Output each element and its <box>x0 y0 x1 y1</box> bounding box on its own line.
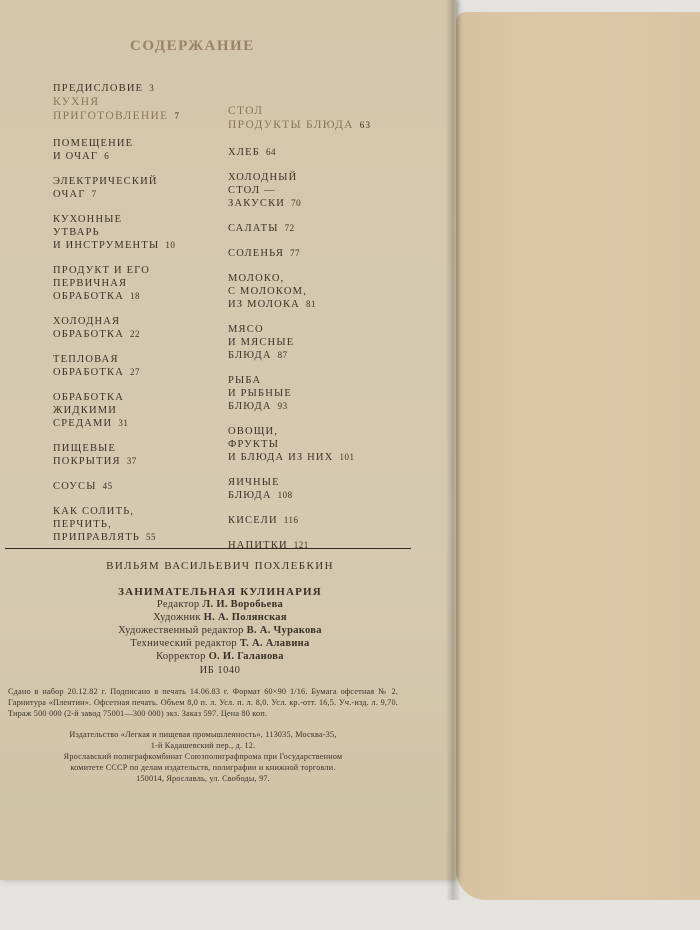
toc-entry-line: СОЛЕНЬЯ 77 <box>228 248 301 259</box>
page-number: 6 <box>104 151 110 161</box>
credit-line <box>0 598 440 611</box>
toc-entry-line: РЫБА <box>228 375 262 386</box>
toc-entry-line: ИЗ МОЛОКА 81 <box>228 299 316 310</box>
toc-entry-line: БЛЮДА 108 <box>228 490 293 501</box>
page-number: 93 <box>277 401 288 411</box>
toc-entry-line: САЛАТЫ 72 <box>228 223 295 234</box>
printer-line: Ярославский полиграфкомбинат Союзполиграфпрома при Государственном <box>63 752 343 761</box>
page-number: 81 <box>305 299 316 309</box>
toc-entry-line: ФРУКТЫ <box>228 439 280 450</box>
toc-entry <box>228 476 438 502</box>
publisher-info <box>0 729 440 751</box>
toc-entry-line: ЭЛЕКТРИЧЕСКИЙ <box>53 176 158 187</box>
toc-entry-line: ПОМЕЩЕНИЕ <box>53 138 134 149</box>
toc-entry-line: И МЯСНЫЕ <box>228 337 295 348</box>
toc-entry-line: ОВОЩИ, <box>228 426 279 437</box>
imprint-block <box>0 556 440 784</box>
printer-line: 150014, Ярославль, ул. Свободы, 97. <box>136 774 270 783</box>
page-number: 101 <box>339 452 355 462</box>
page-number: 64 <box>265 147 276 157</box>
toc-section-line: ПРОДУКТЫ БЛЮДА 63 <box>228 119 372 131</box>
toc-entry-line: И БЛЮДА ИЗ НИХ 101 <box>228 452 355 463</box>
toc-entry-line: УТВАРЬ <box>53 227 100 238</box>
credit-role: Технический редактор <box>130 638 240 649</box>
toc-entry-line: ПРЕДИСЛОВИЕ 3 <box>53 83 155 94</box>
page-number: 18 <box>130 291 141 301</box>
book-gutter <box>446 0 460 900</box>
toc-entry <box>53 264 243 303</box>
toc-entry <box>228 514 438 527</box>
toc-entry <box>53 315 243 341</box>
divider-rule <box>5 548 411 549</box>
print-details: Сдано в набор 20.12.82 г. Подписано в печать 14.06.83 г. Формат 60×90 1/16. Бумага офсетная № 2. Гарнитура «Плентин». Офсетная печать. Объем 8,0 п. л. Усл. п. л. 8,0. Усл. кр.-отт. 16,5. Уч.-изд. л. 9,70. Тираж 500 000 (2-й завод 75001—300 000) экз. Заказ 597. Цена 80 коп. <box>8 687 398 718</box>
toc-entry-line: ОБРАБОТКА 18 <box>53 291 141 302</box>
page-number: 72 <box>284 223 295 233</box>
page-number: 45 <box>102 481 113 491</box>
toc-entry-line: СРЕДАМИ 31 <box>53 418 129 429</box>
toc-entry-line: ОБРАБОТКА <box>53 392 125 403</box>
credit-role: Художник <box>153 612 204 623</box>
toc-entry-line: ТЕПЛОВАЯ <box>53 354 119 365</box>
ib-number: ИБ 1040 <box>199 665 241 676</box>
printer-info <box>0 751 440 784</box>
toc-entry-line: СОУСЫ 45 <box>53 481 113 492</box>
toc-entry-line: БЛЮДА 93 <box>228 401 288 412</box>
toc-entry-line: ЗАКУСКИ 70 <box>228 198 302 209</box>
toc-entry-line: СТОЛ — <box>228 185 276 196</box>
toc-entry <box>53 480 243 493</box>
toc-entry-line: ПРОДУКТ И ЕГО <box>53 265 150 276</box>
toc-entry <box>228 425 438 464</box>
toc-entry <box>228 323 438 362</box>
toc-entry-line: И ИНСТРУМЕНТЫ 10 <box>53 240 176 251</box>
toc-entry-line: КАК СОЛИТЬ, <box>53 506 135 517</box>
book-title: ЗАНИМАТЕЛЬНАЯ КУЛИНАРИЯ <box>118 586 322 598</box>
toc-entry <box>53 213 243 252</box>
toc-entry <box>53 82 243 95</box>
toc-entry-line: ХОЛОДНАЯ <box>53 316 121 327</box>
toc-entry-line: И ОЧАГ 6 <box>53 151 110 162</box>
credit-line <box>0 637 440 650</box>
toc-entry-line: ОБРАБОТКА 27 <box>53 367 141 378</box>
credits-list <box>0 598 440 663</box>
toc-entry-line: ПИЩЕВЫЕ <box>53 443 117 454</box>
page-number: 7 <box>174 111 181 121</box>
page-number: 121 <box>293 540 309 550</box>
credit-role: Корректор <box>156 651 209 662</box>
credit-name: Н. А. Полянская <box>203 612 287 623</box>
page-number: 55 <box>146 532 157 542</box>
page-number: 31 <box>118 418 129 428</box>
page-number: 87 <box>277 350 288 360</box>
toc-entry-line: КУХОННЫЕ <box>53 214 123 225</box>
toc-entry-line: ПРИПРАВЛЯТЬ 55 <box>53 532 157 543</box>
toc-section-line: ПРИГОТОВЛЕНИЕ 7 <box>53 110 181 122</box>
toc-heading: СОДЕРЖАНИЕ <box>130 38 255 54</box>
right-page <box>456 12 700 900</box>
toc-entry-line: МЯСО <box>228 324 264 335</box>
toc-entry <box>228 171 438 210</box>
printer-line: комитете СССР по делам издательств, полиграфии и книжной торговли. <box>70 763 336 772</box>
toc-entry-line: ЯИЧНЫЕ <box>228 477 280 488</box>
toc-entry-line: КИСЕЛИ 116 <box>228 515 299 526</box>
page-number: 70 <box>291 198 302 208</box>
toc-entry-line: С МОЛОКОМ, <box>228 286 308 297</box>
toc-entry <box>228 374 438 413</box>
toc-entry-line: И РЫБНЫЕ <box>228 388 292 399</box>
toc-entry-line: ХОЛОДНЫЙ <box>228 172 298 183</box>
credit-line <box>0 611 440 624</box>
page-number: 3 <box>149 83 155 93</box>
page-number: 10 <box>165 240 176 250</box>
toc-entry <box>53 505 243 544</box>
toc-entry <box>53 175 243 201</box>
toc-entry <box>228 272 438 311</box>
publisher-line: 1-й Кадашевский пер., д. 12. <box>150 741 256 750</box>
credit-name: Т. А. Алавина <box>239 638 310 649</box>
toc-entry-line: ПЕРЧИТЬ, <box>53 519 112 530</box>
toc-entry-line: НАПИТКИ 121 <box>228 540 309 551</box>
toc-right-column <box>228 104 438 564</box>
toc-entry-line: ОЧАГ 7 <box>53 189 97 200</box>
author-name: ВИЛЬЯМ ВАСИЛЬЕВИЧ ПОХЛЕБКИН <box>106 560 334 572</box>
toc-entry-line: ХЛЕБ 64 <box>228 147 276 158</box>
toc-entry-line: ЖИДКИМИ <box>53 405 118 416</box>
page-number: 116 <box>283 515 299 525</box>
credit-role: Художественный редактор <box>118 625 247 636</box>
toc-entry <box>228 247 438 260</box>
toc-entry <box>53 442 243 468</box>
toc-entry <box>53 391 243 430</box>
credit-name: О. И. Галанова <box>208 651 284 662</box>
credit-name: Л. И. Воробьева <box>202 599 284 610</box>
credit-name: В. А. Чуракова <box>246 625 322 636</box>
toc-entry <box>53 137 243 163</box>
page-number: 108 <box>277 490 293 500</box>
toc-entry-line: БЛЮДА 87 <box>228 350 288 361</box>
page-number: 37 <box>126 456 137 466</box>
toc-entry-line: ПЕРВИЧНАЯ <box>53 278 128 289</box>
page-number: 22 <box>130 329 141 339</box>
toc-section-line: СТОЛ <box>228 105 264 117</box>
toc-section-line: КУХНЯ <box>53 96 100 108</box>
publisher-line: Издательство «Легкая и пищевая промышленность», 113035, Москва-35, <box>69 730 337 739</box>
toc-entry <box>228 222 438 235</box>
credit-role: Редактор <box>156 599 203 610</box>
page-number: 77 <box>290 248 301 258</box>
toc-entry-line: ОБРАБОТКА 22 <box>53 329 141 340</box>
page-number: 63 <box>359 120 372 130</box>
toc-entry-line: ПОКРЫТИЯ 37 <box>53 456 137 467</box>
toc-section <box>53 95 243 123</box>
toc-left-column <box>53 82 243 556</box>
toc-entry <box>228 146 438 159</box>
toc-entry-line: МОЛОКО, <box>228 273 285 284</box>
page-number: 7 <box>91 189 97 199</box>
toc-section <box>228 104 438 132</box>
toc-entry <box>53 353 243 379</box>
toc-entry <box>228 539 438 552</box>
page-number: 27 <box>130 367 141 377</box>
credit-line <box>0 624 440 637</box>
credit-line <box>0 650 440 663</box>
